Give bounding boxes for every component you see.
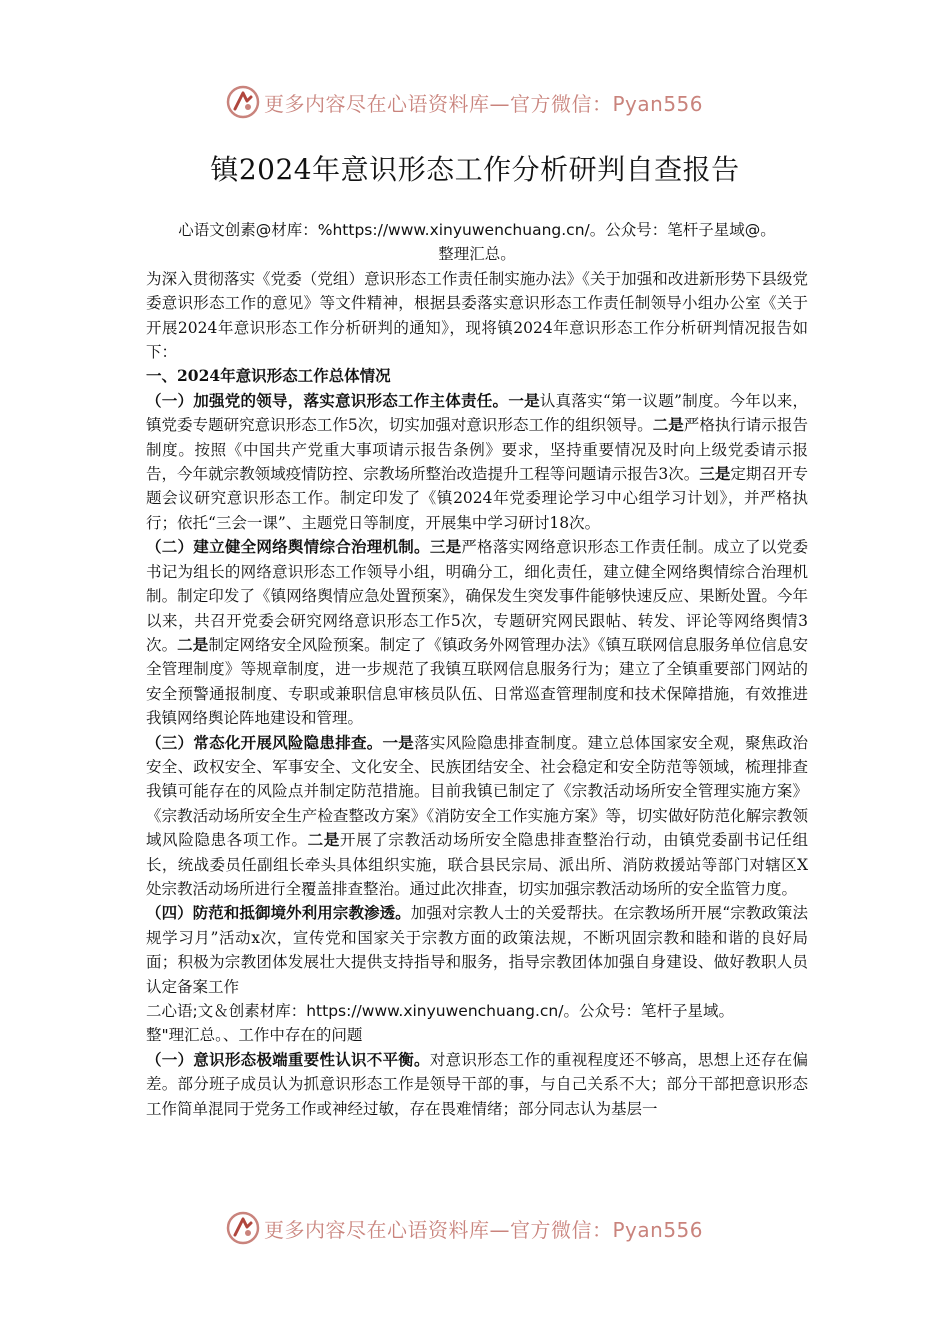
footer-banner (226, 1208, 726, 1248)
marker: 二是 (652, 415, 684, 435)
marker: 三是 (699, 464, 731, 484)
source-line: 整理汇总。 (438, 245, 516, 264)
source-line: 心语文创素@材库：%https://www.xinyuwenchuang.cn/。公众号：笔杆子星域@。 (178, 221, 776, 239)
marker: 一是 (382, 732, 415, 752)
banner-text: 更多内容尽在心语资料库—官方微信：Pyan556 (264, 1217, 704, 1242)
source-line: 二心语;文＆创素材库：https://www.xinyuwenchuang.cn/。公众号：笔杆子星域。 (146, 1002, 734, 1020)
source-notice-2 (146, 999, 808, 1048)
marker: 一是 (508, 390, 540, 410)
source-notice (146, 218, 808, 267)
paragraph-lead: （二）建立健全网络舆情综合治理机制。 (146, 537, 430, 557)
logo-icon (226, 1211, 260, 1245)
paragraph-2 (146, 535, 808, 730)
paragraph-text: 认真落实“第一议题”制度。今年以来，镇党委专题研究意识形态工作5次，切实加强对意识形态工作的组织领导。 (146, 391, 808, 435)
marker: 二是 (307, 830, 340, 850)
source-line: 整"理汇总。、工作中存在的问题 (146, 1026, 363, 1045)
paragraph-text: 严格执行请示报告制度。按照《中国共产党重大事项请示报告条例》要求，坚持重要情况及时向上级党委请示报告，今年就宗教领域疫情防控、宗教场所整治改造提升工程等问题请示报告3次。 (146, 416, 808, 484)
paragraph-text: 定期召开专题会议研究意识形态工作。制定印发了《镇2024年党委理论学习中心组学习计划》，并严格执行；依托“三会一课”、主题党日等制度，开展集中学习研讨18次。 (146, 465, 808, 532)
paragraph-3 (146, 731, 808, 902)
logo-icon (226, 85, 260, 119)
marker: 三是 (429, 537, 462, 557)
paragraph-lead: （四）防范和抵御境外利用宗教渗透。 (146, 903, 411, 923)
paragraph-1 (146, 389, 808, 535)
paragraph-text: 严格落实网络意识形态工作责任制。成立了以党委书记为组长的网络意识形态工作领导小组，明确分工，细化责任，建立健全网络舆情综合治理机制。制定印发了《镇网络舆情应急处置预案》，确保发生突发事件能够快速反应、果断处置。今年以来，共召开党委会研究网络意识形态工作5次，专题研究网民跟帖、转发、评论等网络舆情3次。 (146, 538, 808, 654)
marker: 二是 (177, 634, 209, 654)
banner-text: 更多内容尽在心语资料库—官方微信：Pyan556 (264, 91, 704, 116)
paragraph-text: 加强对宗教人士的关爱帮扶。在宗教场所开展“宗教政策法规学习月”活动x次，宣传党和国家关于宗教方面的政策法规，不断巩固宗教和睦和谐的良好局面；积极为宗教团体发展壮大提供支持指导和服务，指导宗教团体加强自身建设、做好教职人员认定备案工作 (146, 904, 808, 996)
intro-paragraph: 为深入贯彻落实《党委（党组）意识形态工作责任制实施办法》《关于加强和改进新形势下县级党委意识形态工作的意见》等文件精神，根据县委落实意识形态工作责任制领导小组办公室《关于开展2024年意识形态工作分析研判的通知》，现将镇2024年意识形态工作分析研判情况报告如下： (146, 269, 808, 362)
paragraph-4 (146, 901, 808, 999)
paragraph-lead: （三）常态化开展风险隐患排查。 (146, 732, 383, 752)
section-heading: 一、2024年意识形态工作总体情况 (146, 366, 391, 386)
header-banner (226, 82, 726, 122)
paragraph-lead: （一）意识形态极端重要性认识不平衡。 (146, 1049, 430, 1069)
document-body (146, 218, 808, 1121)
paragraph-text: 开展了宗教活动场所安全隐患排查整治行动，由镇党委副书记任组长，统战委员任副组长牵头具体组织实施，联合县民宗局、派出所、消防救援站等部门对辖区X处宗教活动场所进行全覆盖排查整治。通过此次排查，切实加强宗教活动场所的安全监管力度。 (146, 831, 808, 898)
paragraph-lead: （一）加强党的领导，落实意识形态工作主体责任。 (146, 390, 509, 410)
paragraph-text: 制定网络安全风险预案。制定了《镇政务外网管理办法》《镇互联网信息服务单位信息安全管理制度》等规章制度，进一步规范了我镇互联网信息服务行为；建立了全镇重要部门网站的安全预警通报制度、专职或兼职信息审核员队伍、日常巡查管理制度和技术保障措施，有效推进我镇网络舆论阵地建设和管理。 (146, 635, 808, 728)
paragraph-text: 对意识形态工作的重视程度还不够高，思想上还存在偏差。部分班子成员认为抓意识形态工作是领导干部的事，与自己关系不大；部分干部把意识形态工作简单混同于党务工作或神经过敏，存在畏难情绪；部分同志认为基层一 (146, 1050, 808, 1118)
paragraph-5 (146, 1048, 808, 1121)
page-title: 镇2024年意识形态工作分析研判自查报告 (210, 153, 740, 186)
paragraph-text: 落实风险隐患排查制度。建立总体国家安全观，聚焦政治安全、政权安全、军事安全、文化安全、民族团结安全、社会稳定和安全防范等领域，梳理排查我镇可能存在的风险点并制定防范措施。目前我镇已制定了《宗教活动场所安全管理实施方案》《宗教活动场所安全生产检查整改方案》《消防安全工作实施方案》等，切实做好防范化解宗教领域风险隐患各项工作。 (146, 733, 808, 850)
